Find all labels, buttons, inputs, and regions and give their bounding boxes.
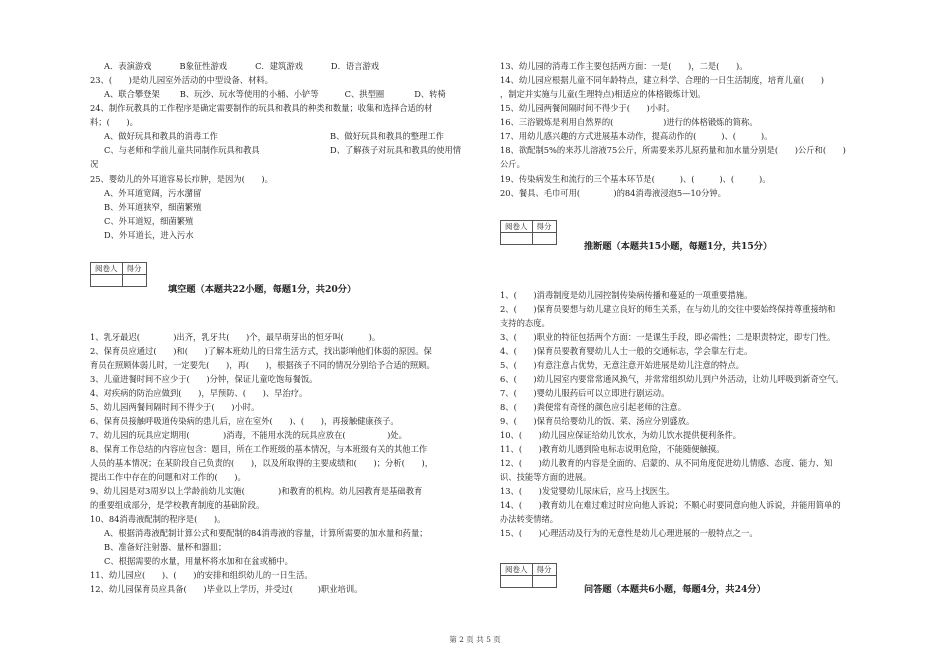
fill-line-r8: 公斤。 <box>500 159 525 169</box>
fill-line-12: 9、幼儿园是对3周岁以上学龄前幼儿实施( )和教育的机构。幼儿园教育是基础教育 <box>90 486 423 496</box>
q23-options <box>90 89 446 100</box>
fill-line-18: 11、幼儿园应( )、( )的安排和组织幼儿的一日生活。 <box>90 570 313 580</box>
fill-line-11: 提出工作中存在的问题和对工作的( )。 <box>90 472 246 482</box>
section-title-judge: 推断题（本题共15小题，每题1分，共15分） <box>584 241 773 252</box>
fill-line-10: 人员的基本情况；在某阶段自己负责的( )，以及所取得的主要成绩和( )；分析( )， <box>90 458 434 468</box>
grader-cell[interactable] <box>501 233 533 245</box>
fill-line-2: 2、保育员应通过( )和( )了解本班幼儿的日常生活方式，找出影响他们体弱的原因。保 <box>90 346 432 356</box>
fill-line-9: 8、保育工作总结的内容应包含：题目，所在工作班级的基本情况，与本班级有关的其他工作 <box>90 444 428 454</box>
q23-option-c: C、拱型圈 <box>344 89 385 99</box>
fill-line-1: 1、乳牙最迟( )出齐，乳牙共( )个，最早萌芽出的恒牙叫( )。 <box>90 332 381 342</box>
grader-cell[interactable] <box>91 275 123 287</box>
judge-line-1: 1、( )消毒制度是幼儿园控制传染病传播和蔓延的一项重要措施。 <box>500 290 753 300</box>
fill-line-17: C、根据需要的水量，用量杯将水加和在盆或桶中。 <box>104 556 293 566</box>
fill-line-r10: 20、餐具、毛巾可用( )的84消毒液浸泡5—10分钟。 <box>500 188 726 198</box>
judge-line-7: 6、( )幼儿园室内要常常通风换气，并常常组织幼儿到户外活动，让幼儿呼吸到新奇空气。 <box>500 374 844 384</box>
q24-option-b: B、做好玩具和教具的整理工作 <box>330 131 444 141</box>
score-label: 得分 <box>122 263 146 275</box>
fill-line-15: A、根据消毒液配制计算公式和要配制的84消毒液的容量，计算所需要的加水量和药量； <box>104 528 428 538</box>
grader-label: 阅卷人 <box>501 221 533 233</box>
q24-option-d-wrap: 况 <box>90 159 99 169</box>
judge-line-9: 8、( )粪便常有奇怪的颜色应引起老师的注意。 <box>500 402 686 412</box>
page-footer: 第 2 页 共 5 页 <box>449 635 501 644</box>
fill-line-r4: 15、幼儿园两餐间隔时间不得少于( )小时。 <box>500 103 675 113</box>
q24-option-a: A、做好玩具和教具的消毒工作 <box>104 131 218 141</box>
judge-line-15: 13、( )发觉婴幼儿尿床后，应马上找医生。 <box>500 486 675 496</box>
judge-line-12: 11、( )教育幼儿遇到险电标志说明危险，不能随便触摸。 <box>500 444 725 454</box>
fill-line-r1: 13、幼儿园的消毒工作主要包括两方面：一是( )，二是( )。 <box>500 61 748 71</box>
section-title-fill: 填空题（本题共22小题，每题1分，共20分） <box>168 284 357 295</box>
q23-stem: 23、( )是幼儿园室外活动的中型设备、材料。 <box>90 75 273 85</box>
section-title-qa: 问答题（本题共6小题，每题4分，共24分） <box>584 584 766 595</box>
fill-line-r6: 17、用幼儿感兴趣的方式进展基本动作，提高动作的( )、( )。 <box>500 131 773 141</box>
score-cell[interactable] <box>532 233 556 245</box>
judge-line-18: 15、( )心理活动及行为的无意性是幼儿心理进展的一般特点之一。 <box>500 528 758 538</box>
q24-option-d: D、了解孩子对玩具和教具的使用情 <box>330 145 462 155</box>
q23-option-d: D、转椅 <box>414 89 446 99</box>
q22-options <box>90 61 379 72</box>
score-label: 得分 <box>532 564 556 576</box>
q22-option-a: A．表演游戏 <box>104 61 152 71</box>
q25-stem: 25、婴幼儿的外耳道容易长疖肿，是因为( )。 <box>90 174 273 184</box>
fill-line-19: 12、幼儿园保育员应具备( )毕业以上学历，并受过( )职业培训。 <box>90 584 363 594</box>
q22-option-c: C．建筑游戏 <box>255 61 303 71</box>
grader-label: 阅卷人 <box>501 564 533 576</box>
fill-line-4: 3、儿童进餐时间不应少于( )分钟，保证儿童吃饱每餐饭。 <box>90 374 318 384</box>
judge-line-16: 14、( )教育幼儿在难过难过时应向他人诉说；不顺心时要同意向他人诉说，并能用简单的 <box>500 500 841 510</box>
q22-option-b: B象征性游戏 <box>179 61 228 71</box>
q24-option-c: C、与老师和学前儿童共同制作玩具和教具 <box>104 145 260 155</box>
fill-line-3: 育员在照顾体弱儿时，一定要先( )，再( )，根据孩子不同的情况分别给予合适的照顾。 <box>90 360 435 370</box>
fill-line-14: 10、84消毒液配制的程序是( )。 <box>90 514 226 524</box>
fill-line-7: 6、保育员接触呼吸道传染病的患儿后，应在室外( )、( )，再接触健康孩子。 <box>90 416 399 426</box>
q23-option-a: A、联合攀登架 <box>104 89 160 99</box>
judge-line-3: 支持的态度。 <box>500 318 550 328</box>
fill-line-6: 5、幼儿园两餐间隔时间不得少于( )小时。 <box>90 402 260 412</box>
q23-option-b: B、玩沙、玩水等使用的小桶、小铲等 <box>179 89 319 99</box>
fill-line-5: 4、对疾病的防治应做到( )，早预防、( )、早治疗。 <box>90 388 308 398</box>
judge-line-17: 办法转变情绪。 <box>500 514 559 524</box>
score-cell[interactable] <box>532 576 556 588</box>
fill-line-8: 7、幼儿园的玩具应定期用( )消毒，不能用水洗的玩具应放在( )处。 <box>90 430 407 440</box>
fill-line-r7: 18、欲配制5%的来苏儿溶液75公斤，所需要来苏儿原药量和加水量分别是( )公斤和( ) <box>500 145 846 155</box>
judge-line-6: 5、( )有意注意占优势，无意注意开始进展是幼儿注意的特点。 <box>500 360 745 370</box>
score-box-fill <box>90 262 147 287</box>
q25-option-b: B、外耳道狭窄，细菌繁殖 <box>104 202 202 212</box>
score-box-judge <box>500 220 557 245</box>
score-label: 得分 <box>532 221 556 233</box>
q25-option-c: C、外耳道短，细菌繁殖 <box>104 216 194 226</box>
q24-stem-line1: 24、制作玩教具的工作程序是确定需要制作的玩具和教具的种类和数量；收集和选择合适的材 <box>90 103 433 113</box>
judge-line-5: 4、( )保育员要教育婴幼儿人士一般的交通标志，学会靠左行走。 <box>500 346 753 356</box>
judge-line-14: 识、技能等方面的进展。 <box>500 472 592 482</box>
judge-line-13: 12、( )幼儿教育的内容是全面的、启蒙的、从不同角度促进幼儿情感、态度、能力、知 <box>500 458 833 468</box>
fill-line-13: 的重要组成部分，是学校教育制度的基础阶段。 <box>90 500 265 510</box>
q25-option-a: A、外耳道宽阔，污水潴留 <box>104 188 202 198</box>
fill-line-r2: 14、幼儿园应根据儿童不同年龄特点，建立科学、合理的一日生活制度，培育儿童( ) <box>500 75 825 85</box>
q22-option-d: D．语言游戏 <box>330 61 380 71</box>
grader-label: 阅卷人 <box>91 263 123 275</box>
score-box-qa <box>500 563 557 588</box>
q24-stem-line2: 料；( )。 <box>90 117 138 127</box>
judge-line-11: 10、( )幼儿园应保证给幼儿饮水，为幼儿饮水提供便利条件。 <box>500 430 742 440</box>
score-cell[interactable] <box>122 275 146 287</box>
judge-line-10: 9、( )保育员给婴幼儿的饭、菜、汤应分别盛放。 <box>500 416 695 426</box>
fill-line-r5: 16、三浴锻炼是利用自然界的( )进行的体格锻炼的简称。 <box>500 117 758 127</box>
fill-line-r9: 19、传染病发生和流行的三个基本环节是( )、( )、( )。 <box>500 174 771 184</box>
judge-line-2: 2、( )保育员要想与幼儿建立良好的师生关系，在与幼儿的交往中要始终保持尊重接纳和 <box>500 304 836 314</box>
judge-line-8: 7、( )婴幼儿服药后可以立即进行剧运动。 <box>500 388 670 398</box>
fill-line-r3: ，制定并实施与儿童(生理特点)相适应的体格锻炼计划。 <box>500 89 706 99</box>
grader-cell[interactable] <box>501 576 533 588</box>
fill-line-16: B、准备好注射器、量杯和器皿； <box>104 542 227 552</box>
judge-line-4: 3、( )职业的特征包括两个方面：一是课生手段，即必需性；二是职责特定，即专门性。 <box>500 332 836 342</box>
q25-option-d: D、外耳道长，进入污水 <box>104 230 194 240</box>
